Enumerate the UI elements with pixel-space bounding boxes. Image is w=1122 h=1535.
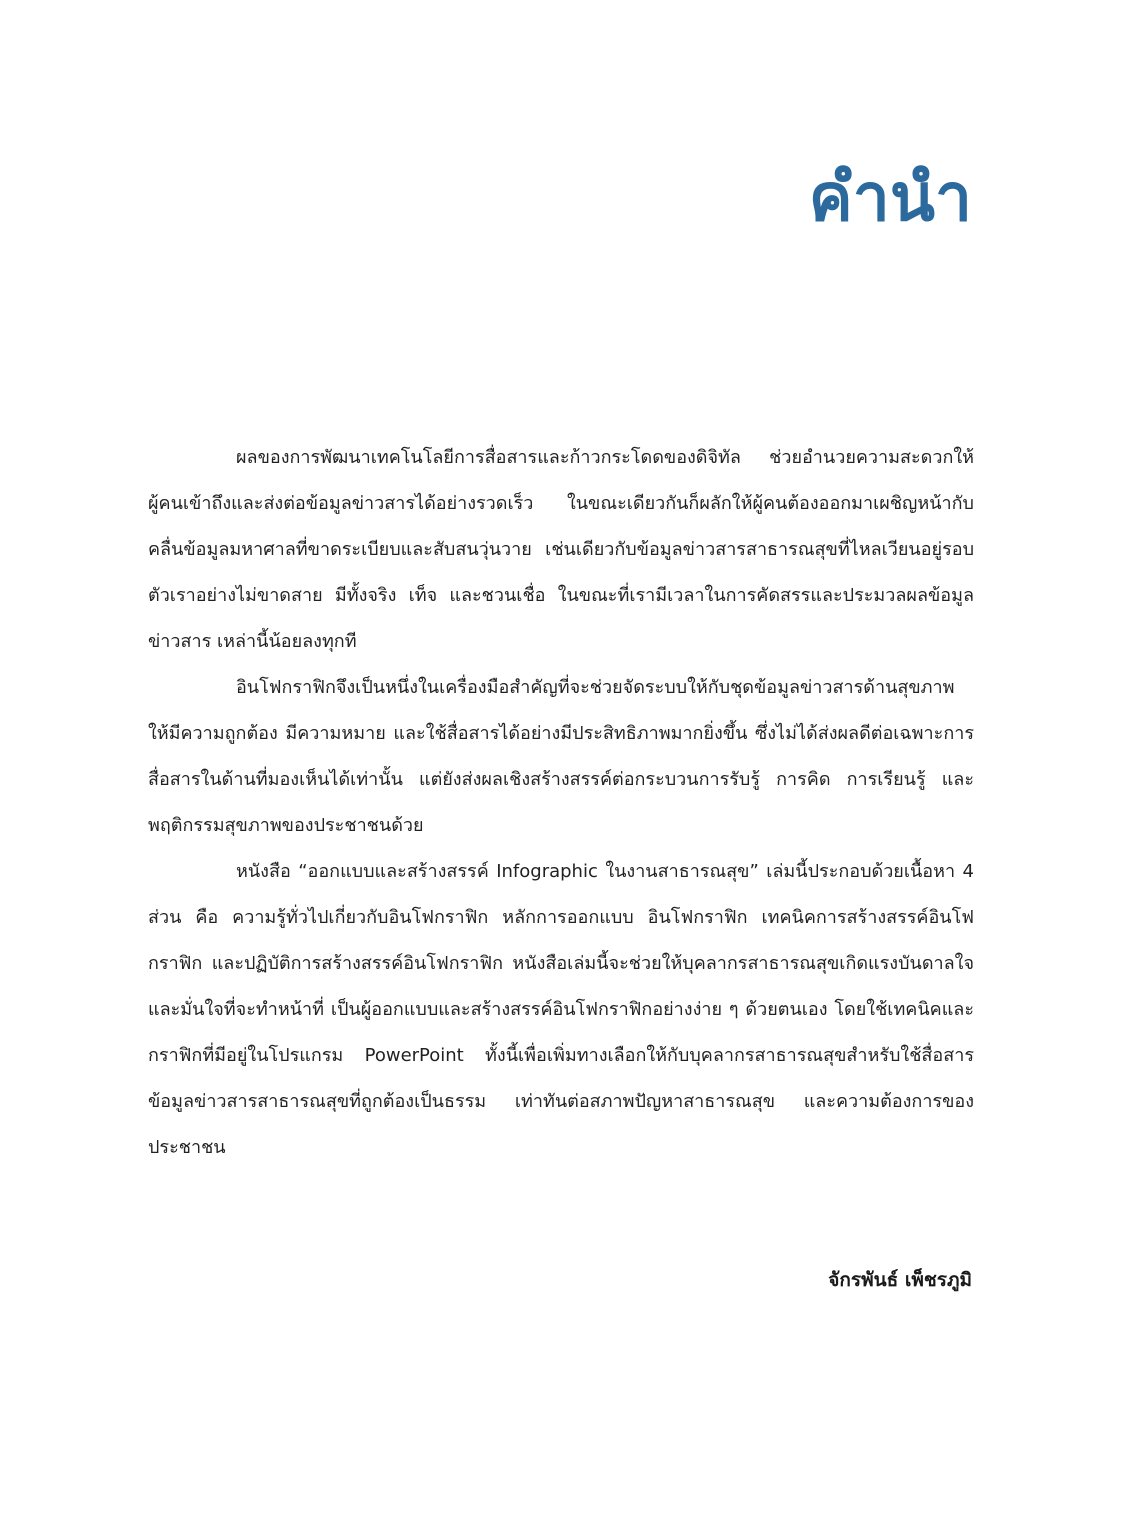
paragraph-1: ผลของการพัฒนาเทคโนโลยีการสื่อสารและก้าวกระโดดของดิจิทัล ช่วยอำนวยความสะดวกให้ผู้คนเข้าถึงและส่งต่อข้อมูลข่าวสารได้อย่างรวดเร็ว ในขณะเดียวกันก็ผลักให้ผู้คนต้องออกมาเผชิญหน้ากับคลื่นข้อมูลมหาศาลที่ขาดระเบียบและสับสนวุ่นวาย เช่นเดียวกับข้อมูลข่าวสารสาธารณสุขที่ไหลเวียนอยู่รอบตัวเราอย่างไม่ขาดสาย มีทั้งจริง เท็จ และชวนเชื่อ ในขณะที่เรามีเวลาในการคัดสรรและประมวลผลข้อมูลข่าวสาร เหล่านี้น้อยลงทุกที bbox=[148, 447, 974, 652]
paragraph-3: หนังสือ “ออกแบบและสร้างสรรค์ Infographic ในงานสาธารณสุข” เล่มนี้ประกอบด้วยเนื้อหา 4 ส่วน คือ ความรู้ทั่วไปเกี่ยวกับอินโฟกราฟิก หลักการออกแบบ อินโฟกราฟิก เทคนิคการสร้างสรรค์อินโฟกราฟิก และปฏิบัติการสร้างสรรค์อินโฟกราฟิก หนังสือเล่มนี้จะช่วยให้บุคลากรสาธารณสุขเกิดแรงบันดาลใจ และมั่นใจที่จะทำหน้าที่ เป็นผู้ออกแบบและสร้างสรรค์อินโฟกราฟิกอย่างง่าย ๆ ด้วยตนเอง โดยใช้เทคนิคและกราฟิกที่มีอยู่ในโปรแกรม PowerPoint ทั้งนี้เพื่อเพิ่มทางเลือกให้กับบุคลากรสาธารณสุขสำหรับใช้สื่อสารข้อมูลข่าวสารสาธารณสุขที่ถูกต้องเป็นธรรม เท่าทันต่อสภาพปัญหาสาธารณสุข และความต้องการของประชาชน bbox=[148, 861, 974, 1158]
preface-body bbox=[148, 435, 974, 1171]
author-signature: จักรพันธ์ เพ็ชรภูมิ bbox=[828, 1269, 972, 1291]
paragraph-2: อินโฟกราฟิกจึงเป็นหนึ่งในเครื่องมือสำคัญที่จะช่วยจัดระบบให้กับชุดข้อมูลข่าวสารด้านสุขภาพให้มีความถูกต้อง มีความหมาย และใช้สื่อสารได้อย่างมีประสิทธิภาพมากยิ่งขึ้น ซึ่งไม่ได้ส่งผลดีต่อเฉพาะการสื่อสารในด้านที่มองเห็นได้เท่านั้น แต่ยังส่งผลเชิงสร้างสรรค์ต่อกระบวนการรับรู้ การคิด การเรียนรู้ และพฤติกรรมสุขภาพของประชาชนด้วย bbox=[148, 677, 974, 836]
page-title: คำนำ bbox=[808, 159, 972, 236]
